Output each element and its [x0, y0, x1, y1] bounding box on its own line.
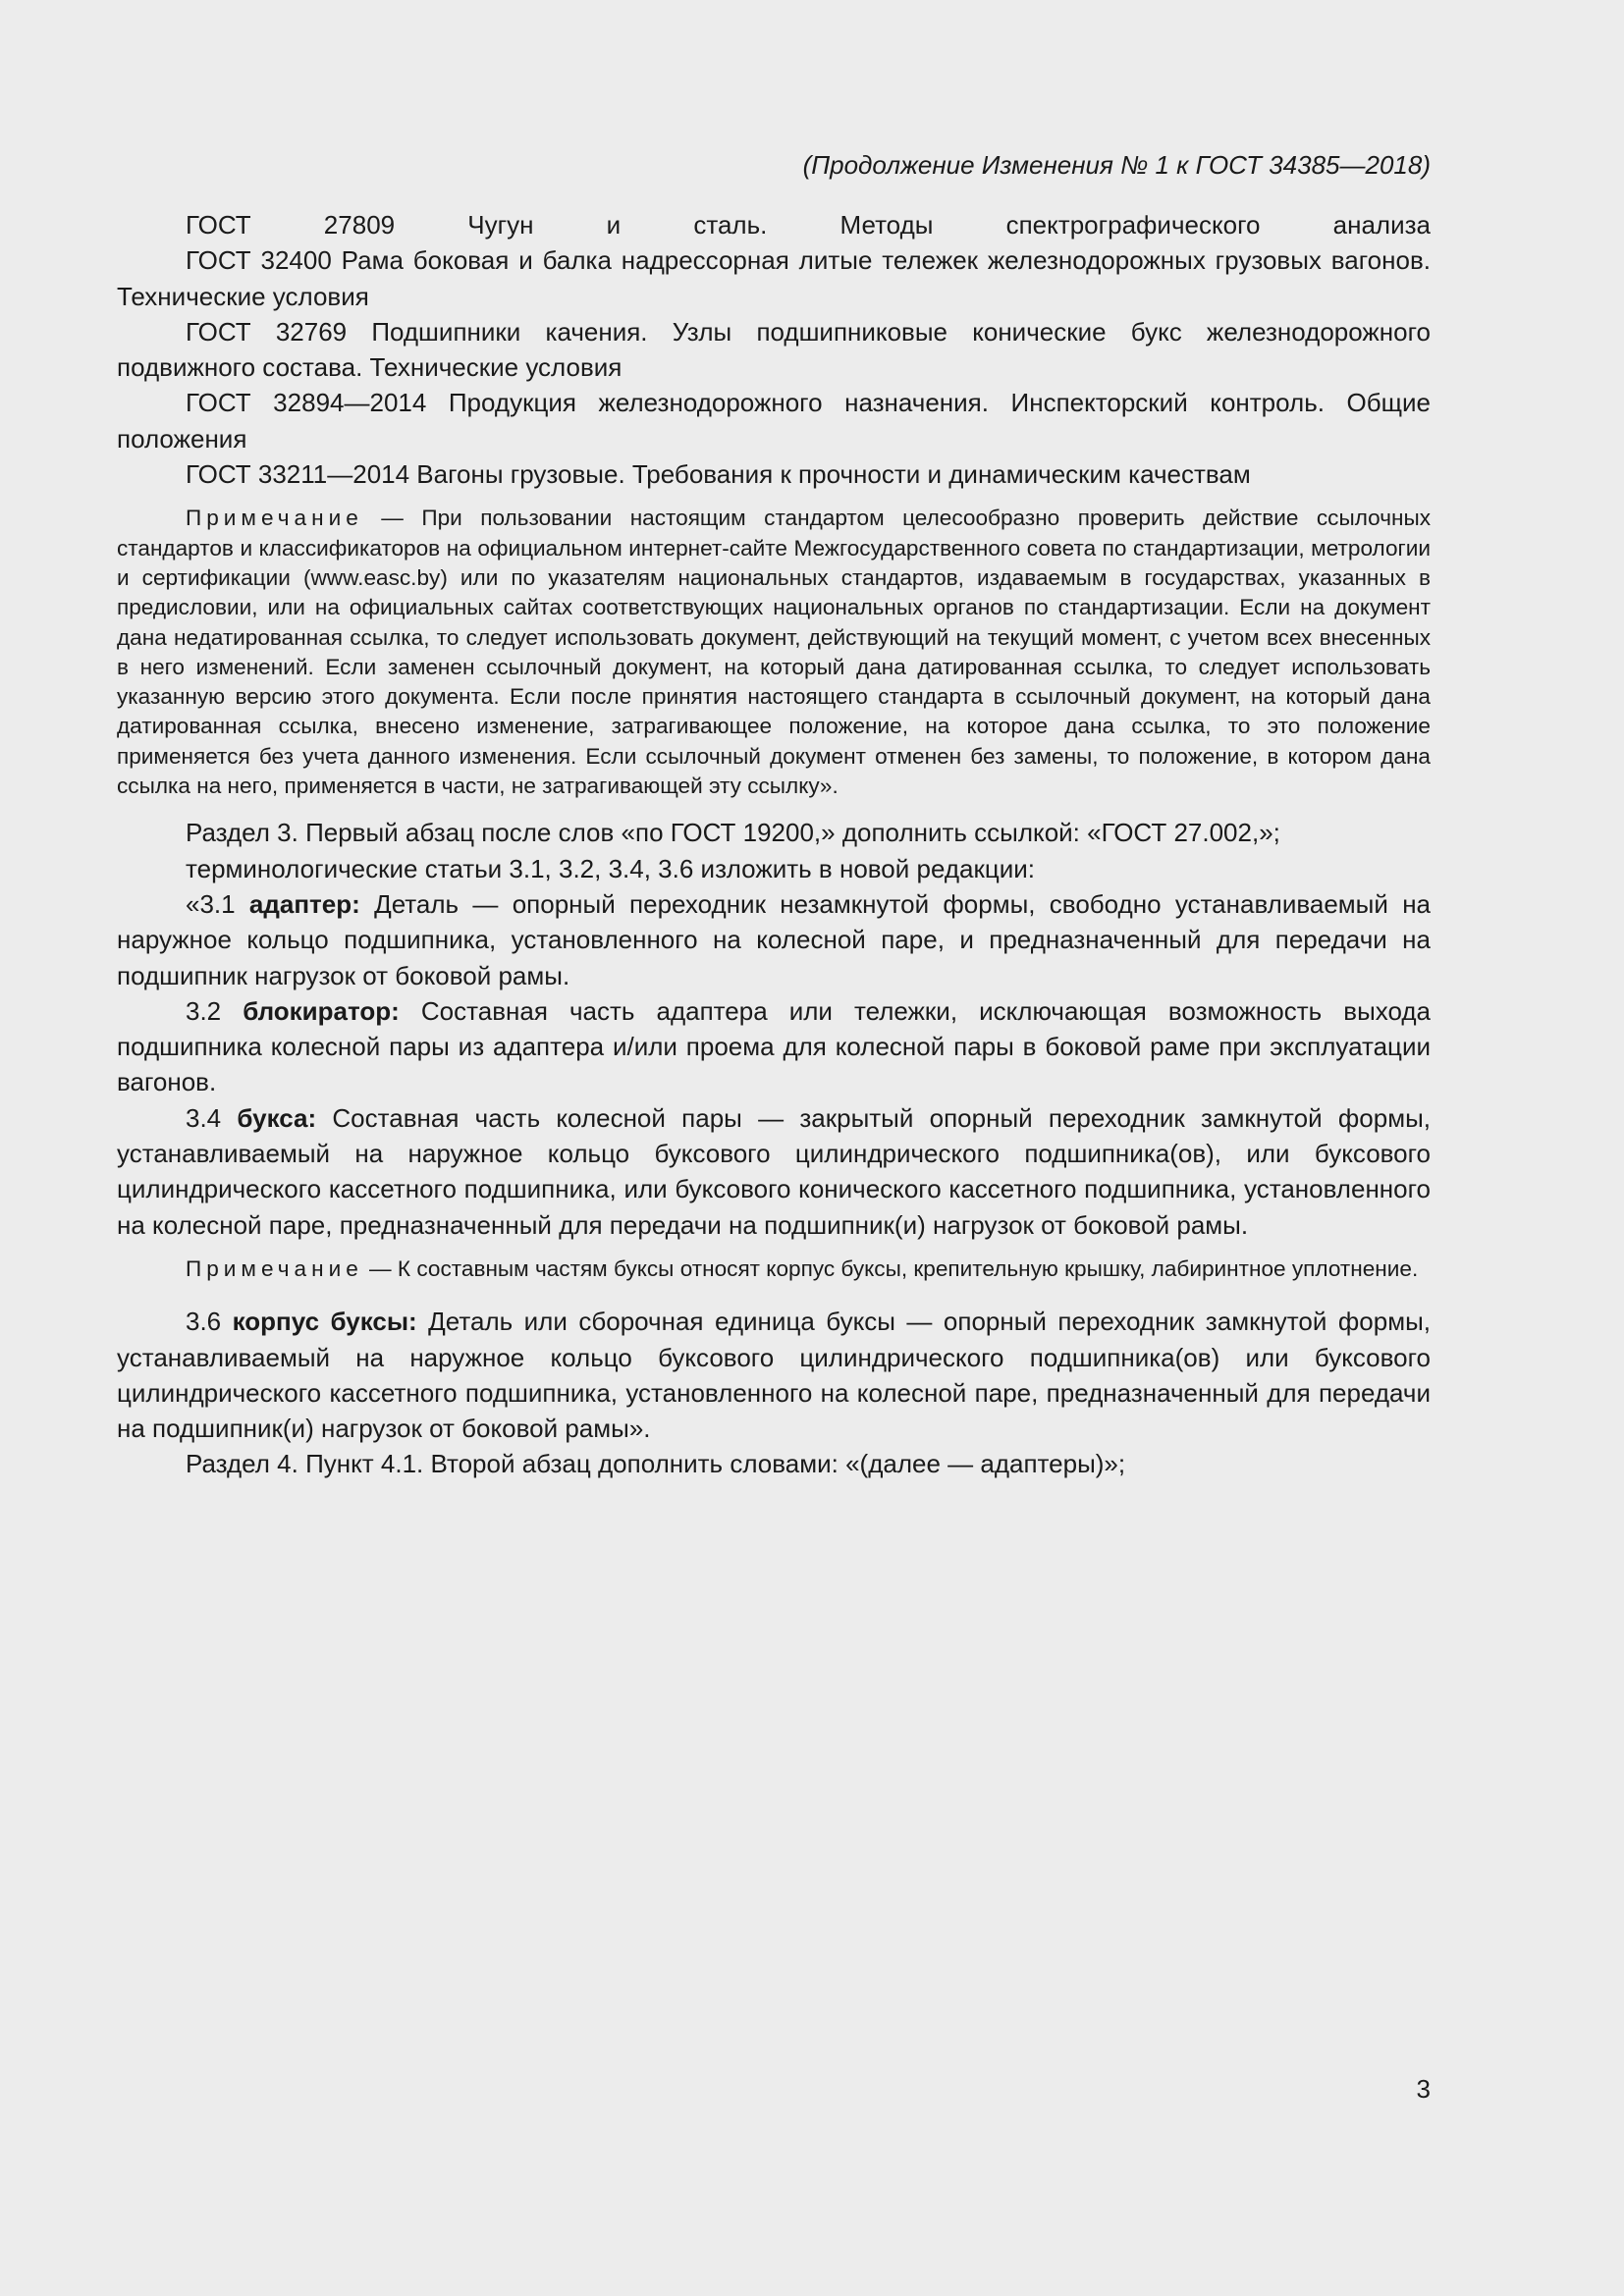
note-label: Примечание: [186, 506, 363, 531]
term-definition: Деталь — опорный переходник незамкнутой формы, свободно устанавливаемый на наружное кольцо подшипника, установленного на колесной паре, и предназначенный для передачи на подшипник нагрузок от боковой рамы.: [117, 888, 1432, 990]
reference-gost-27809: ГОСТ 27809 Чугун и сталь. Методы спектрографического анализа: [186, 210, 1431, 240]
page-number: 3: [1416, 2074, 1431, 2104]
term-definition: Составная часть адаптера или тележки, исключающая возможность выхода подшипника колесной пары из адаптера и/или проема для колесной пары в боковой раме при эксплуатации вагонов.: [117, 995, 1431, 1097]
term-number: 3.6: [186, 1307, 233, 1337]
note-text: — К составным частям буксы относят корпус буксы, крепительную крышку, лабиринтное уплотнение.: [362, 1255, 1419, 1281]
note-label: Примечание: [186, 1255, 363, 1281]
term-name: блокиратор:: [243, 995, 400, 1026]
term-3-2: [117, 993, 1431, 1100]
page-content: [117, 207, 1431, 1482]
term-number: 3.4: [186, 1102, 238, 1133]
term-name: адаптер:: [248, 888, 360, 919]
reference-gost-32894: ГОСТ 32894—2014 Продукция железнодорожного назначения. Инспекторский контроль. Общие положения: [117, 388, 1431, 454]
continuation-header: (Продолжение Изменения № 1 к ГОСТ 34385—2018): [802, 150, 1431, 180]
note-axlebox: [117, 1255, 1431, 1284]
reference-gost-32769: ГОСТ 32769 Подшипники качения. Узлы подшипниковые конические букс железнодорожного подвижного состава. Технические условия: [117, 316, 1431, 383]
term-3-1: [117, 886, 1431, 993]
term-3-4: [117, 1100, 1431, 1243]
section-3-amendment: Раздел 3. Первый абзац после слов «по ГОСТ 19200,» дополнить ссылкой: «ГОСТ 27.002,»;: [186, 818, 1280, 848]
section-4-amendment: Раздел 4. Пункт 4.1. Второй абзац дополнить словами: «(далее — адаптеры)»;: [186, 1449, 1126, 1479]
term-3-6: [117, 1304, 1431, 1446]
reference-gost-33211: ГОСТ 33211—2014 Вагоны грузовые. Требования к прочности и динамическим качествам: [186, 459, 1251, 490]
term-number: 3.2: [186, 995, 244, 1026]
note-text: — При пользовании настоящим стандартом целесообразно проверить действие ссылочных стандартов и классификаторов на официальном интернет-сайте Межгосударственного совета по стандартизации, метрологии и сертификации (www.easc.by) или по указателям национальных стандартов, издаваемым в государствах, указанных в предисловии, или на официальных сайтах соответствующих национальных органов по стандартизации. Если на документ дана недатированная ссылка, то следует использовать документ, действующий на текущий момент, с учетом всех внесенных в него изменений. Если заменен ссылочный документ, на который дана датированная ссылка, то следует использовать указанную версию этого документа. Если после принятия настоящего стандарта в ссылочный документ, на который дана датированная ссылка, внесено изменение, затрагивающее положение, на которое дана ссылка, то это положение применяется без учета данного изменения. Если ссылочный документ отменен без замены, то положение, в котором дана ссылка на него, применяется в части, не затрагивающей эту ссылку».: [117, 506, 1431, 799]
term-name: букса:: [237, 1102, 317, 1133]
term-number: «3.1: [186, 888, 249, 919]
term-definition: Составная часть колесной пары — закрытый опорный переходник замкнутой формы, устанавливаемый на наружное кольцо буксового цилиндрического подшипника(ов), или буксового цилиндрического кассетного подшипника, или буксового конического кассетного подшипника, установленного на колесной паре, предназначенный для передачи на подшипник(и) нагрузок от боковой рамы.: [117, 1102, 1431, 1240]
note-references: [117, 504, 1431, 801]
term-definition: Деталь или сборочная единица буксы — опорный переходник замкнутой формы, устанавливаемый на наружное кольцо буксового цилиндрического подшипника(ов) или буксового цилиндрического кассетного подшипника, установленного на колесной паре, предназначенный для передачи на подшипник(и) нагрузок от боковой рамы».: [117, 1307, 1431, 1444]
term-name: корпус буксы:: [232, 1307, 417, 1337]
reference-gost-32400: ГОСТ 32400 Рама боковая и балка надрессорная литые тележек железнодорожных грузовых вагонов. Технические условия: [117, 245, 1431, 311]
section-3-terms-intro: терминологические статьи 3.1, 3.2, 3.4, 3.6 изложить в новой редакции:: [186, 853, 1036, 883]
